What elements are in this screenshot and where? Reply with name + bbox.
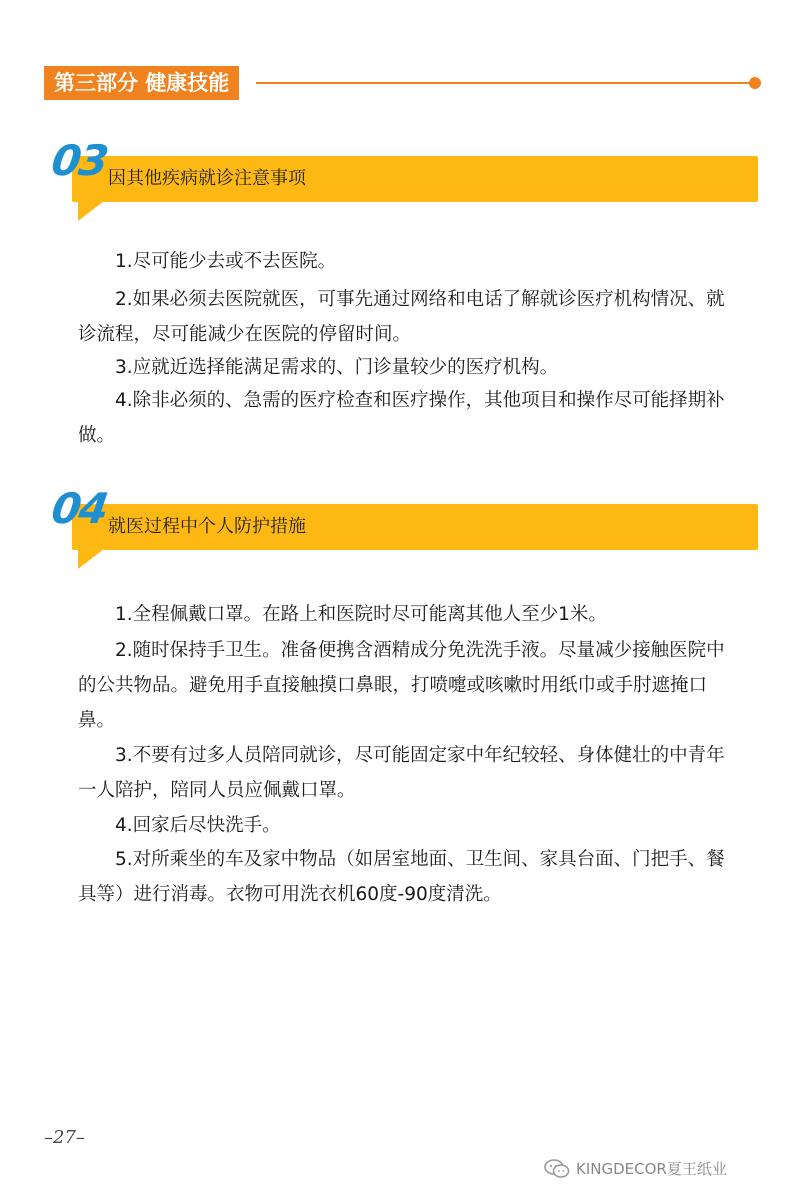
section-label: 第三部分 健康技能 [44, 66, 239, 100]
banner-tail [78, 201, 104, 221]
topic-number: 04 [48, 484, 110, 533]
list-item: 4.除非必须的、急需的医疗检查和医疗操作，其他项目和操作尽可能择期补做。 [78, 390, 725, 446]
list-item: 2.随时保持手卫生。准备便携含酒精成分免洗洗手液。尽量减少接触医院中的公共物品。避免用手直接触摸口鼻眼，打喷嚏或咳嗽时用纸巾或手肘遮掩口鼻。 [78, 640, 725, 731]
list-item: 3.应就近选择能满足需求的、门诊量较少的医疗机构。 [115, 357, 559, 378]
section-divider-dot [749, 77, 761, 89]
banner-tail [78, 549, 104, 569]
topic-number: 03 [48, 136, 110, 185]
list-item: 4.回家后尽快洗手。 [115, 815, 281, 836]
list-item: 1.尽可能少去或不去医院。 [115, 251, 337, 272]
list-item: 1.全程佩戴口罩。在路上和医院时尽可能离其他人至少1米。 [115, 604, 607, 625]
watermark [544, 1158, 727, 1179]
watermark-text: KINGDECOR夏王纸业 [576, 1160, 727, 1178]
list-item: 5.对所乘坐的车及家中物品（如居室地面、卫生间、家具台面、门把手、餐具等）进行消毒。衣物可用洗衣机60度-90度清洗。 [78, 849, 725, 905]
list-item: 2.如果必须去医院就医，可事先通过网络和电话了解就诊医疗机构情况、就诊流程，尽可能减少在医院的停留时间。 [78, 289, 725, 345]
topic-title: 因其他疾病就诊注意事项 [108, 168, 306, 189]
section-divider [256, 82, 752, 84]
page-number: –27– [44, 1127, 85, 1148]
topic-title: 就医过程中个人防护措施 [108, 516, 306, 537]
list-item: 3.不要有过多人员陪同就诊，尽可能固定家中年纪较轻、身体健壮的中青年一人陪护，陪同人员应佩戴口罩。 [78, 745, 725, 801]
wechat-icon [544, 1159, 570, 1179]
